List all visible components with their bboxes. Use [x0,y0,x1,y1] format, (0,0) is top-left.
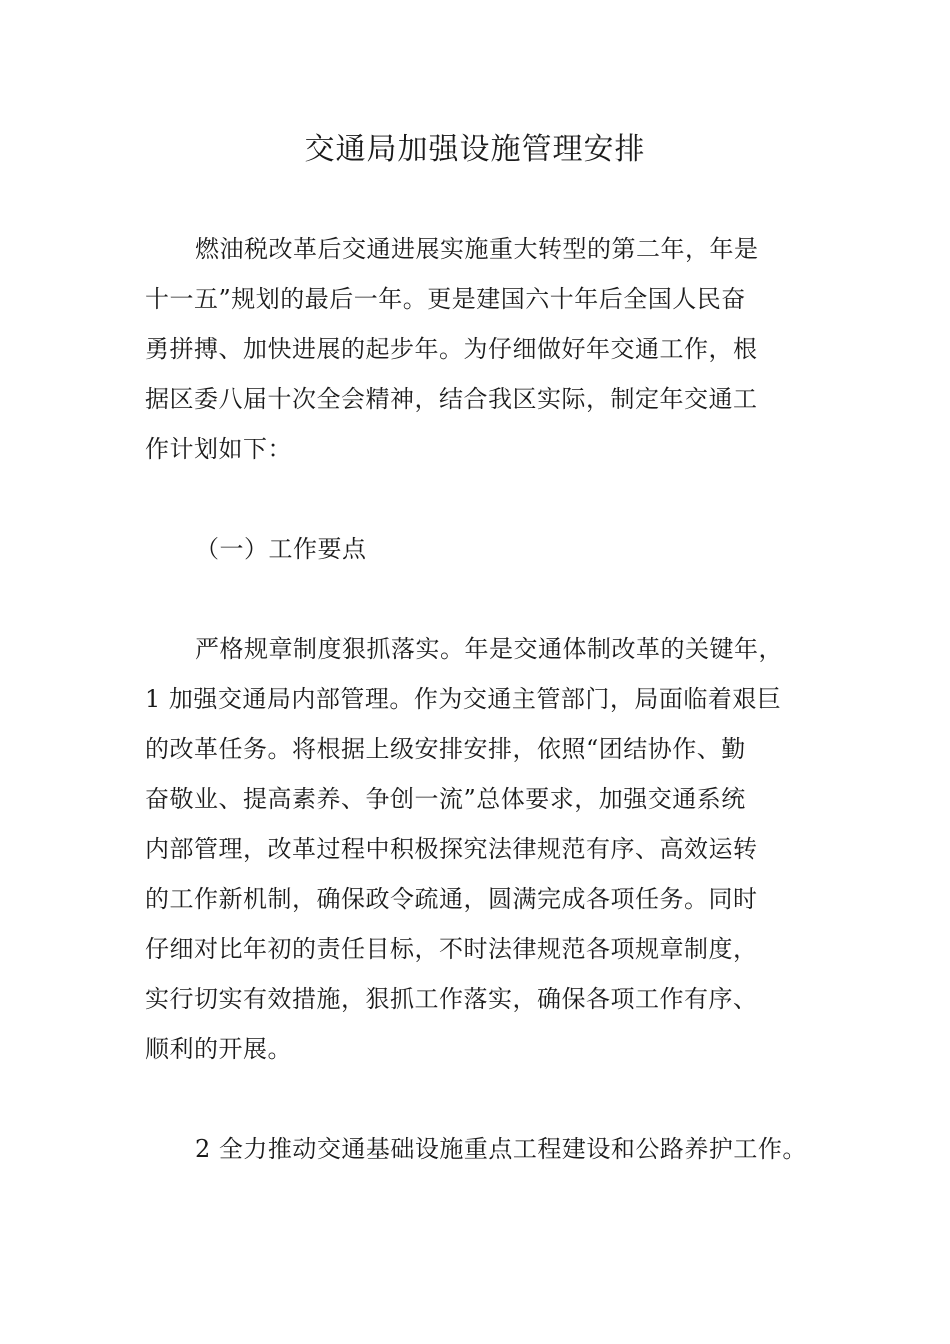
point1-line-7: 仔细对比年初的责任目标，不时法律规范各项规章制度， [145,935,758,963]
point1-line-6: 的工作新机制，确保政令疏通，圆满完成各项任务。同时 [145,885,758,913]
point1-line-8: 实行切实有效措施，狠抓工作落实，确保各项工作有序、 [145,985,758,1013]
point1-line-9: 顺利的开展。 [145,1035,292,1063]
point2-line: 2 全力推动交通基础设施重点工程建设和公路养护工作。 [195,1135,807,1163]
point1-line-5: 内部管理，改革过程中积极探究法律规范有序、高效运转 [145,835,758,863]
point1-line-4: 奋敬业、提高素养、争创一流”总体要求，加强交通系统 [145,785,746,813]
intro-line-1: 燃油税改革后交通进展实施重大转型的第二年，年是 [195,235,759,263]
point1-line-1: 严格规章制度狠抓落实。年是交通体制改革的关键年， [195,635,783,663]
point1-line-2: 1 加强交通局内部管理。作为交通主管部门，局面临着艰巨 [145,685,782,713]
point1-line-3: 的改革任务。将根据上级安排安排，依照“团结协作、勤 [145,735,746,763]
intro-line-2: 十一五”规划的最后一年。更是建国六十年后全国人民奋 [145,285,746,313]
section-heading: （一）工作要点 [195,535,367,563]
intro-line-3: 勇拼搏、加快进展的起步年。为仔细做好年交通工作，根 [145,335,758,363]
intro-line-5: 作计划如下： [145,435,292,463]
intro-line-4: 据区委八届十次全会精神，结合我区实际，制定年交通工 [145,385,758,413]
document-title: 交通局加强设施管理安排 [304,132,646,167]
